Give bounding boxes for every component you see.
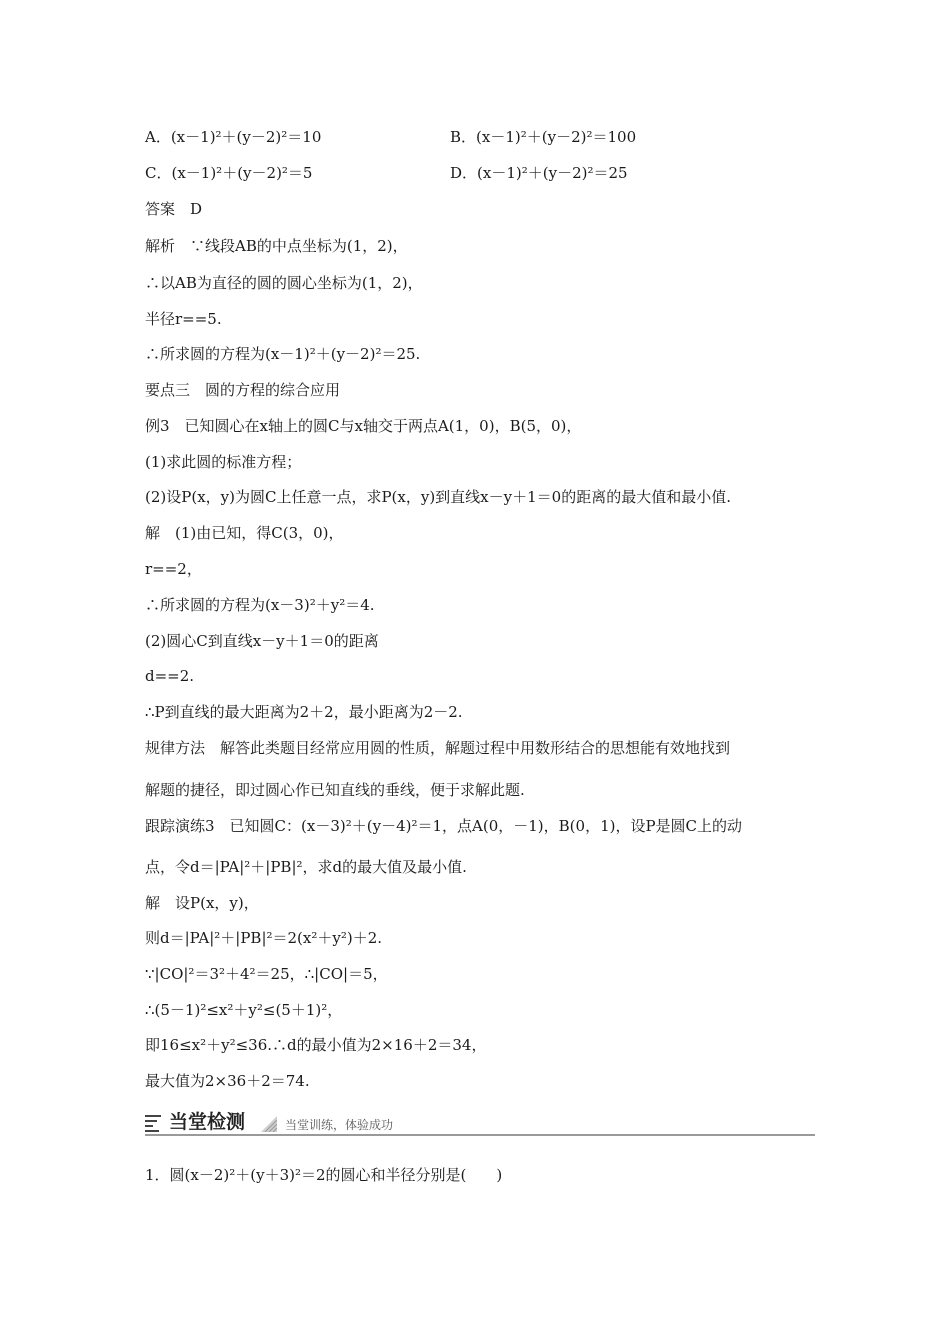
solution-line: 解 (1)由已知，得C(3，0)， xyxy=(145,524,344,542)
option-d: D．(x－1)²＋(y－2)²＝25 xyxy=(450,164,628,182)
text-line: ∴以AB为直径的圆的圆心坐标为(1，2)， xyxy=(145,274,423,292)
text-line: ∴P到直线的最大距离为2＋2，最小距离为2－2. xyxy=(145,703,463,721)
text-line: (1)求此圆的标准方程； xyxy=(145,453,302,471)
text-line: (2)圆心C到直线x－y＋1＝0的距离 xyxy=(145,632,379,650)
text-line: 半径r==5. xyxy=(145,310,222,328)
practice-line: 跟踪演练3 已知圆C：(x－3)²＋(y－4)²＝1，点A(0，－1)，B(0，1)，设P是圆C上的动 xyxy=(145,817,743,835)
analysis-line: 解析 ∵线段AB的中点坐标为(1，2)， xyxy=(145,237,408,255)
example-line: 例3 已知圆心在x轴上的圆C与x轴交于两点A(1，0)，B(5，0)， xyxy=(145,417,582,435)
text-line: ∵|CO|²＝3²＋4²＝25，∴|CO|＝5， xyxy=(145,965,388,983)
text-line: 即16≤x²＋y²≤36.∴d的最小值为2×16＋2＝34， xyxy=(145,1036,487,1054)
method-line: 规律方法 解答此类题目经常应用圆的性质，解题过程中用数形结合的思想能有效地找到 xyxy=(145,739,731,757)
option-c: C．(x－1)²＋(y－2)²＝5 xyxy=(145,164,313,182)
section-subtitle: 当堂训练，体验成功 xyxy=(285,1118,394,1132)
text-line: 解题的捷径，即过圆心作已知直线的垂线，便于求解此题. xyxy=(145,781,525,799)
answer-line: 答案 D xyxy=(145,200,203,218)
key-point-heading: 要点三 圆的方程的综合应用 xyxy=(145,381,341,399)
option-a: A．(x－1)²＋(y－2)²＝10 xyxy=(145,128,322,146)
question-1: 1．圆(x－2)²＋(y＋3)²＝2的圆心和半径分别是( ) xyxy=(145,1166,503,1184)
text-line: 则d＝|PA|²＋|PB|²＝2(x²＋y²)＋2. xyxy=(145,929,383,947)
solution-line: 解 设P(x，y)， xyxy=(145,894,259,912)
text-line: (2)设P(x，y)为圆C上任意一点，求P(x，y)到直线x－y＋1＝0的距离的最大值和最小值. xyxy=(145,488,731,506)
option-b: B．(x－1)²＋(y－2)²＝100 xyxy=(450,128,637,146)
hatch-icon xyxy=(261,1116,277,1132)
text-line: ∴所求圆的方程为(x－3)²＋y²＝4. xyxy=(145,596,375,614)
text-line: 点，令d＝|PA|²＋|PB|²，求d的最大值及最小值. xyxy=(145,858,467,876)
section-title: 当堂检测 xyxy=(169,1111,246,1133)
text-line: d==2. xyxy=(145,667,195,685)
text-line: r==2， xyxy=(145,560,202,578)
text-line: 最大值为2×36＋2＝74. xyxy=(145,1072,310,1090)
section-header xyxy=(145,1110,815,1136)
section-divider xyxy=(145,1134,815,1136)
text-line: ∴所求圆的方程为(x－1)²＋(y－2)²＝25. xyxy=(145,345,421,363)
text-line: ∴(5－1)²≤x²＋y²≤(5＋1)²， xyxy=(145,1001,343,1019)
lines-icon xyxy=(145,1114,163,1132)
